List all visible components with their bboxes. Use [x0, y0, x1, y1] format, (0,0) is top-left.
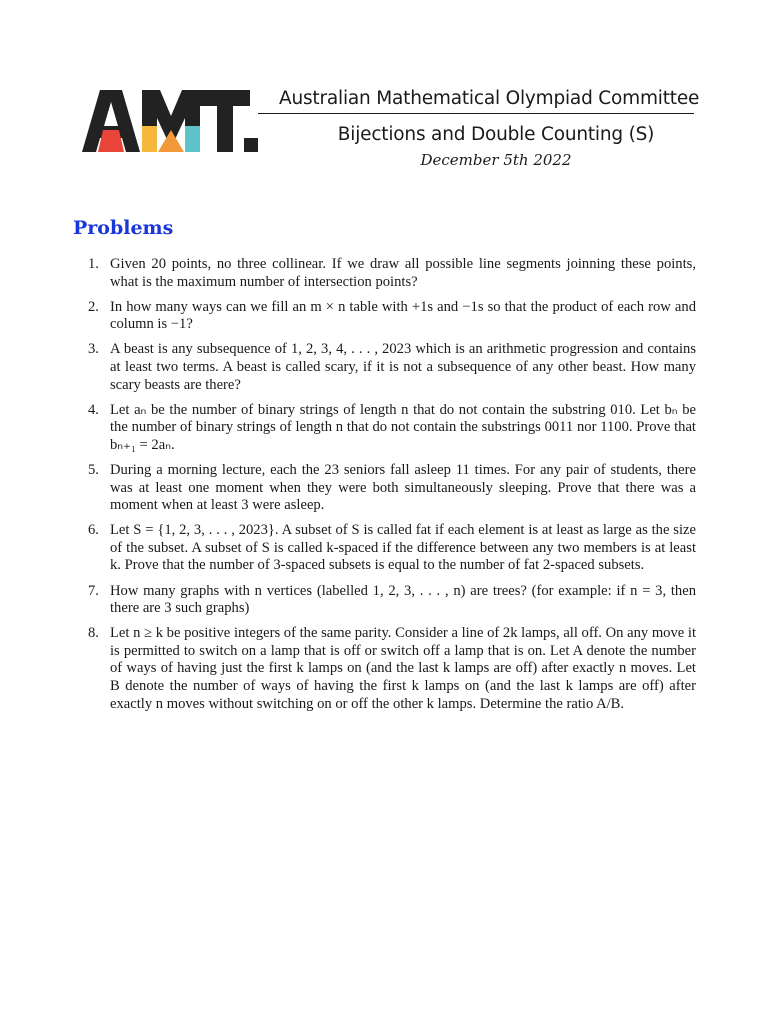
problem-number: 1.	[88, 256, 99, 272]
problem-number: 4.	[88, 401, 99, 418]
problem-text: Let S = {1, 2, 3, . . . , 2023}. A subset of S is called fat if each element is at least as large as the size of the subset. A subset of S is called k-spaced if the difference between any two members is at least k. Prove that the number of 3-spaced subsets is equal to the number of fat 2-spaced subsets.	[110, 522, 696, 574]
problem-item	[80, 583, 696, 618]
problem-text: How many graphs with n vertices (labelled 1, 2, 3, . . . , n) are trees? (for example: if n = 3, then there are 3 such graphs)	[110, 582, 696, 617]
problem-number: 6.	[88, 522, 99, 539]
problem-number: 5.	[88, 461, 99, 478]
problem-text: During a morning lecture, each the 23 seniors fall asleep 11 times. For any pair of students, there was at least one moment when they were both simultaneously sleeping. Prove that there was a moment when at least 3 were asleep.	[110, 461, 696, 514]
problem-item	[80, 625, 696, 713]
problem-number: 2.	[88, 298, 99, 315]
document-header	[258, 88, 700, 169]
document-date: December 5th 2022	[420, 151, 572, 169]
problem-item	[80, 341, 696, 394]
organization-name: Australian Mathematical Olympiad Committee	[258, 88, 694, 114]
problem-item	[80, 522, 696, 575]
problem-text: A beast is any subsequence of 1, 2, 3, 4, . . . , 2023 which is an arithmetic progression and contains at least two terms. A beast is called scary, if it is not a subsequence of any other beast. How many scary beasts are there?	[110, 341, 696, 393]
problem-item	[80, 462, 696, 515]
amt-logo	[82, 90, 258, 152]
document-title: Bijections and Double Counting (S)	[337, 124, 655, 145]
problem-text: Given 20 points, no three collinear. If we draw all possible line segments joinning these points, what is the maximum number of intersection points?	[110, 256, 696, 290]
problem-text: In how many ways can we fill an m × n table with +1s and −1s so that the product of each row and column is −1?	[110, 298, 696, 333]
problem-list	[80, 256, 696, 721]
problem-number: 7.	[88, 582, 99, 599]
problem-number: 3.	[88, 341, 99, 358]
problem-item	[80, 299, 696, 334]
section-heading: Problems	[73, 217, 174, 239]
problem-text: Let aₙ be the number of binary strings of length n that do not contain the substring 010. Let bₙ be the number of binary strings of length n that do not contain the substrings 0011 nor 1100. Prove that bₙ₊₁ = 2aₙ.	[110, 401, 696, 453]
problem-number: 8.	[88, 625, 99, 642]
problem-item	[80, 256, 696, 291]
problem-text: Let n ≥ k be positive integers of the same parity. Consider a line of 2k lamps, all off. On any move it is permitted to switch on a lamp that is off or switch off a lamp that is on. Let A denote the number of ways of having just the first k lamps on (and the last k lamps are off) after exactly n moves. Let B denote the number of ways of having the first k lamps on (and the last k lamps are off) after exactly n moves without switching on or off the other k lamps. Determine the ratio A/B.	[110, 625, 696, 712]
problem-item	[80, 402, 696, 455]
